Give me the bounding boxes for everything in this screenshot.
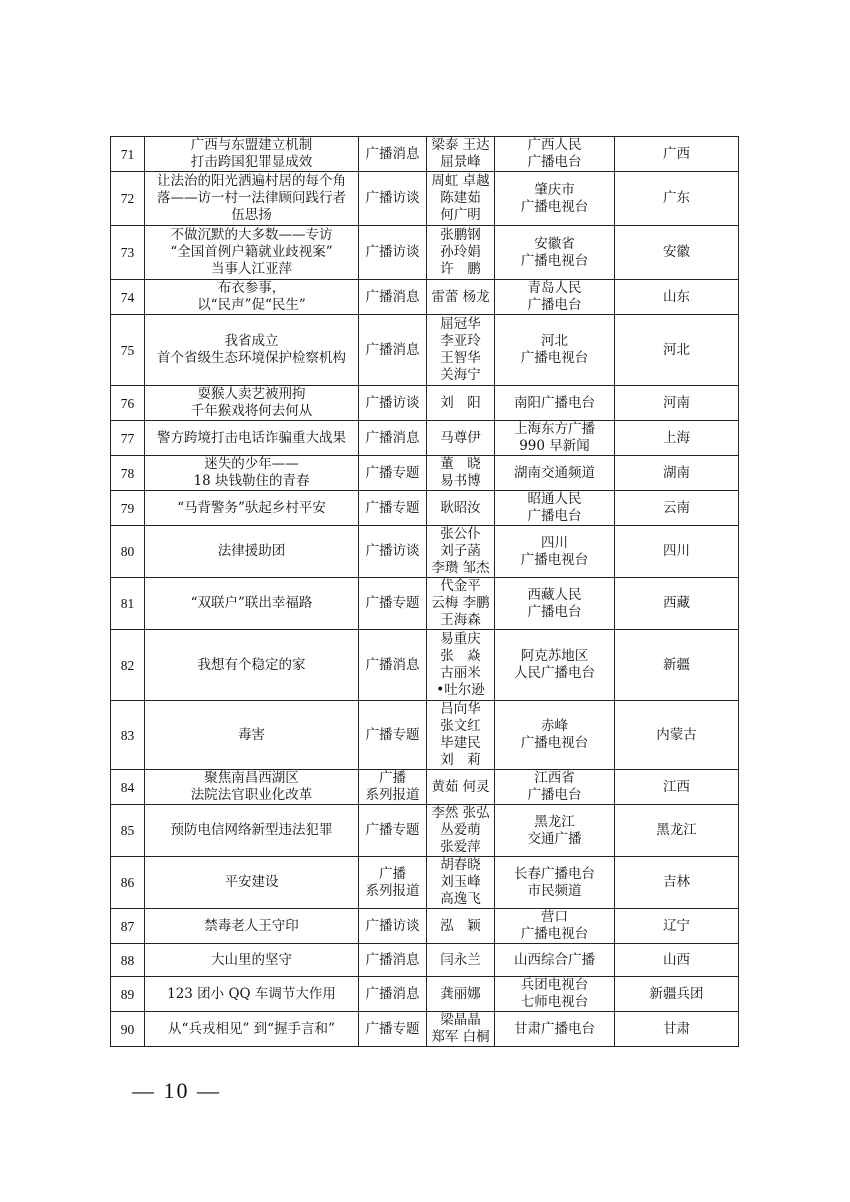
cell-authors-line: 易重庆 bbox=[440, 631, 481, 647]
cell-number: 79 bbox=[111, 491, 145, 526]
cell-unit-line: 兵团电视台 bbox=[520, 977, 589, 993]
cell-authors bbox=[427, 491, 495, 526]
cell-region: 广东 bbox=[615, 172, 739, 226]
table-row bbox=[111, 805, 739, 857]
cell-number: 84 bbox=[111, 770, 145, 805]
cell-type-line: 广播消息 bbox=[365, 985, 420, 1002]
cell-unit-line: 广播电视台 bbox=[520, 551, 589, 568]
cell-region: 新疆兵团 bbox=[615, 977, 739, 1012]
table-row bbox=[111, 421, 739, 456]
cell-unit-line: 黑龙江 bbox=[534, 813, 575, 830]
cell-unit bbox=[495, 977, 615, 1012]
cell-unit bbox=[495, 172, 615, 226]
table-row bbox=[111, 315, 739, 386]
cell-region: 黑龙江 bbox=[615, 805, 739, 857]
table-row bbox=[111, 857, 739, 909]
cell-title bbox=[145, 701, 359, 770]
cell-type-line: 广播专题 bbox=[365, 726, 420, 743]
cell-unit-line: 广播电视台 bbox=[520, 735, 589, 751]
cell-number: 88 bbox=[111, 944, 145, 977]
cell-type bbox=[359, 386, 427, 421]
cell-title-line: 布衣参事， bbox=[217, 280, 286, 296]
cell-unit bbox=[495, 226, 615, 280]
cell-title-line: “马背警务”驮起乡村平安 bbox=[177, 499, 326, 516]
cell-type bbox=[359, 977, 427, 1012]
cell-number: 87 bbox=[111, 909, 145, 944]
cell-title-line: 首个省级生态环境保护检察机构 bbox=[157, 350, 346, 366]
cell-title bbox=[145, 456, 359, 491]
cell-region: 云南 bbox=[615, 491, 739, 526]
cell-authors-line: 张文红 bbox=[440, 718, 481, 734]
cell-type-line: 系列报道 bbox=[365, 787, 420, 803]
cell-unit-line: 广播电视台 bbox=[520, 350, 589, 366]
cell-authors-line: 张公仆 bbox=[440, 526, 481, 542]
table-row bbox=[111, 491, 739, 526]
cell-region: 山东 bbox=[615, 280, 739, 315]
cell-number: 83 bbox=[111, 701, 145, 770]
cell-unit-line: 河北 bbox=[541, 333, 568, 349]
cell-authors-line: 张 焱 bbox=[440, 648, 481, 664]
cell-region: 广西 bbox=[615, 137, 739, 172]
cell-type bbox=[359, 226, 427, 280]
cell-title-line: 伍思扬 bbox=[231, 207, 272, 223]
cell-title-line: 当事人江亚萍 bbox=[211, 261, 292, 277]
cell-unit-line: 赤峰 bbox=[541, 718, 568, 734]
cell-title-line: 禁毒老人王守印 bbox=[204, 917, 299, 934]
cell-title bbox=[145, 315, 359, 386]
cell-authors-line: 毕建民 bbox=[440, 735, 481, 751]
cell-authors-line: 古丽米 bbox=[440, 665, 481, 681]
cell-title bbox=[145, 630, 359, 701]
cell-title-line: 大山里的坚守 bbox=[211, 951, 292, 968]
cell-authors bbox=[427, 944, 495, 977]
cell-type-line: 广播访谈 bbox=[365, 543, 420, 559]
cell-type-line: 广播访谈 bbox=[365, 244, 420, 260]
cell-title-line: 平安建设 bbox=[224, 874, 279, 890]
table-row bbox=[111, 944, 739, 977]
cell-authors-line: 刘 阳 bbox=[440, 394, 481, 411]
cell-authors-line: 梁泰 王达 bbox=[431, 137, 490, 153]
cell-type bbox=[359, 280, 427, 315]
cell-number: 72 bbox=[111, 172, 145, 226]
cell-title-line: 落——访一村一法律顾问践行者 bbox=[157, 190, 346, 206]
cell-type-line: 广播消息 bbox=[365, 429, 420, 446]
cell-unit bbox=[495, 386, 615, 421]
cell-number: 86 bbox=[111, 857, 145, 909]
cell-authors bbox=[427, 977, 495, 1012]
cell-authors-line: 王海森 bbox=[440, 612, 481, 628]
cell-unit bbox=[495, 137, 615, 172]
cell-title-line: 毒害 bbox=[238, 726, 265, 743]
cell-unit-line: 广西人民 bbox=[527, 137, 582, 153]
cell-title bbox=[145, 491, 359, 526]
cell-unit-line: 市民频道 bbox=[527, 882, 582, 899]
cell-unit-line: 西藏人民 bbox=[527, 586, 582, 603]
cell-unit-line: 四川 bbox=[541, 534, 568, 551]
cell-type bbox=[359, 456, 427, 491]
cell-authors-line: 关海宁 bbox=[440, 367, 481, 383]
cell-authors-line: 周虹 卓越 bbox=[431, 173, 490, 189]
cell-title-line: 警方跨境打击电话诈骗重大战果 bbox=[157, 429, 346, 446]
cell-number: 77 bbox=[111, 421, 145, 456]
cell-unit bbox=[495, 909, 615, 944]
cell-unit-line: 上海东方广播 bbox=[514, 421, 595, 437]
cell-type-line: 广播专题 bbox=[365, 595, 420, 611]
table-row bbox=[111, 1012, 739, 1047]
cell-authors bbox=[427, 805, 495, 857]
cell-authors-line: 闫永兰 bbox=[440, 951, 481, 968]
cell-number: 85 bbox=[111, 805, 145, 857]
cell-unit bbox=[495, 456, 615, 491]
cell-type-line: 广播专题 bbox=[365, 499, 420, 516]
cell-type bbox=[359, 491, 427, 526]
cell-unit bbox=[495, 315, 615, 386]
cell-unit-line: 广播电视台 bbox=[520, 926, 589, 942]
cell-authors-line: 许 鹏 bbox=[440, 261, 481, 277]
cell-authors bbox=[427, 909, 495, 944]
cell-type bbox=[359, 1012, 427, 1047]
cell-type bbox=[359, 630, 427, 701]
cell-unit-line: 交通广播 bbox=[527, 830, 582, 847]
cell-unit-line: 营口 bbox=[541, 909, 568, 925]
cell-authors-line: 吕向华 bbox=[440, 701, 481, 717]
cell-title bbox=[145, 1012, 359, 1047]
cell-number: 74 bbox=[111, 280, 145, 315]
awards-table bbox=[110, 136, 739, 1047]
cell-unit bbox=[495, 944, 615, 977]
cell-unit bbox=[495, 526, 615, 578]
cell-authors-line: 董 晓 bbox=[440, 456, 481, 472]
cell-unit-line: 甘肃广播电台 bbox=[514, 1020, 595, 1037]
cell-authors bbox=[427, 137, 495, 172]
cell-unit bbox=[495, 701, 615, 770]
cell-unit-line: 江西省 bbox=[534, 770, 575, 786]
cell-region: 江西 bbox=[615, 770, 739, 805]
table-row bbox=[111, 977, 739, 1012]
cell-type bbox=[359, 805, 427, 857]
cell-authors bbox=[427, 701, 495, 770]
cell-title-line: 18 块钱勒住的青春 bbox=[193, 473, 310, 489]
cell-authors-line: 代金平 bbox=[440, 578, 481, 594]
cell-title bbox=[145, 421, 359, 456]
cell-unit-line: 人民广播电台 bbox=[514, 665, 595, 681]
cell-authors bbox=[427, 226, 495, 280]
cell-title bbox=[145, 172, 359, 226]
cell-authors-line: 龚丽娜 bbox=[440, 985, 481, 1002]
cell-unit-line: 南阳广播电台 bbox=[514, 394, 595, 411]
table-row bbox=[111, 909, 739, 944]
cell-region: 山西 bbox=[615, 944, 739, 977]
cell-title-line: 聚焦南昌西湖区 bbox=[204, 770, 299, 786]
cell-authors-line: 屈景峰 bbox=[440, 154, 481, 170]
cell-type-line: 广播访谈 bbox=[365, 190, 420, 206]
cell-unit-line: 昭通人民 bbox=[527, 491, 582, 507]
table-row bbox=[111, 386, 739, 421]
cell-type-line: 广播消息 bbox=[365, 145, 420, 162]
cell-title bbox=[145, 977, 359, 1012]
cell-authors-line: •吐尔逊 bbox=[436, 682, 485, 698]
table-row bbox=[111, 137, 739, 172]
cell-title bbox=[145, 226, 359, 280]
table-row bbox=[111, 456, 739, 491]
cell-unit bbox=[495, 1012, 615, 1047]
cell-number: 81 bbox=[111, 578, 145, 630]
table-row bbox=[111, 172, 739, 226]
cell-authors-line: 雷蕾 杨龙 bbox=[431, 288, 490, 305]
cell-unit-line: 广播电视台 bbox=[520, 252, 589, 269]
cell-unit-line: 990 早新闻 bbox=[519, 438, 590, 454]
cell-unit bbox=[495, 805, 615, 857]
cell-unit-line: 广播电视台 bbox=[520, 198, 589, 215]
cell-title bbox=[145, 386, 359, 421]
cell-number: 73 bbox=[111, 226, 145, 280]
cell-title-line: 法院法官职业化改革 bbox=[190, 787, 313, 803]
cell-authors-line: 梁晶晶 bbox=[440, 1012, 481, 1028]
cell-authors-line: 张爱萍 bbox=[440, 839, 481, 855]
cell-title-line: 耍猴人卖艺被刑拘 bbox=[197, 386, 306, 402]
cell-title bbox=[145, 770, 359, 805]
cell-type bbox=[359, 909, 427, 944]
table-row bbox=[111, 226, 739, 280]
cell-title-line: 预防电信网络新型违法犯罪 bbox=[170, 822, 333, 838]
cell-type bbox=[359, 857, 427, 909]
cell-authors-line: 胡春晓 bbox=[440, 857, 481, 873]
cell-title-line: 我想有个稳定的家 bbox=[197, 656, 306, 673]
cell-authors bbox=[427, 526, 495, 578]
cell-number: 82 bbox=[111, 630, 145, 701]
cell-authors bbox=[427, 578, 495, 630]
cell-region: 吉林 bbox=[615, 857, 739, 909]
cell-authors bbox=[427, 315, 495, 386]
cell-type-line: 广播消息 bbox=[365, 656, 420, 673]
cell-region: 河南 bbox=[615, 386, 739, 421]
cell-type-line: 广播消息 bbox=[365, 951, 420, 968]
table-row bbox=[111, 578, 739, 630]
cell-authors-line: 丛爱萌 bbox=[440, 822, 481, 838]
cell-unit-line: 广播电台 bbox=[527, 154, 582, 170]
table-row bbox=[111, 526, 739, 578]
cell-region: 西藏 bbox=[615, 578, 739, 630]
cell-authors-line: 张鹏钢 bbox=[440, 227, 481, 243]
cell-authors-line: 何广明 bbox=[440, 207, 481, 223]
cell-unit-line: 长春广播电台 bbox=[514, 865, 595, 882]
cell-authors-line: 李瓒 邹杰 bbox=[431, 560, 490, 576]
cell-authors-line: 李然 张弘 bbox=[431, 805, 490, 821]
cell-number: 89 bbox=[111, 977, 145, 1012]
cell-title-line: “全国首例户籍就业歧视案” bbox=[170, 244, 333, 260]
cell-authors-line: 郑军 白桐 bbox=[431, 1029, 490, 1045]
cell-title-line: 以“民声”促“民生” bbox=[197, 297, 306, 313]
cell-unit-line: 广播电台 bbox=[527, 787, 582, 803]
cell-title-line: 不做沉默的大多数——专访 bbox=[170, 227, 333, 243]
cell-unit bbox=[495, 857, 615, 909]
cell-type bbox=[359, 137, 427, 172]
cell-type-line: 广播消息 bbox=[365, 288, 420, 305]
cell-unit bbox=[495, 578, 615, 630]
cell-unit-line: 青岛人民 bbox=[527, 280, 582, 296]
cell-authors-line: 王智华 bbox=[440, 350, 481, 366]
cell-unit bbox=[495, 491, 615, 526]
cell-type-line: 广播专题 bbox=[365, 822, 420, 838]
cell-authors-line: 耿昭汝 bbox=[440, 499, 481, 516]
cell-unit-line: 七师电视台 bbox=[520, 994, 589, 1010]
cell-type bbox=[359, 944, 427, 977]
cell-authors-line: 云梅 李鹏 bbox=[431, 595, 490, 611]
cell-type bbox=[359, 526, 427, 578]
cell-region: 内蒙古 bbox=[615, 701, 739, 770]
cell-authors bbox=[427, 1012, 495, 1047]
cell-authors-line: 李亚玲 bbox=[440, 333, 481, 349]
cell-type-line: 广播消息 bbox=[365, 341, 420, 358]
table-row bbox=[111, 280, 739, 315]
cell-region: 湖南 bbox=[615, 456, 739, 491]
cell-unit-line: 肇庆市 bbox=[534, 181, 575, 198]
table-row bbox=[111, 770, 739, 805]
cell-type-line: 广播访谈 bbox=[365, 394, 420, 411]
cell-number: 75 bbox=[111, 315, 145, 386]
cell-unit-line: 阿克苏地区 bbox=[520, 648, 589, 664]
table-row bbox=[111, 701, 739, 770]
cell-authors bbox=[427, 386, 495, 421]
cell-authors-line: 易书博 bbox=[440, 473, 481, 489]
cell-title-line: 让法治的阳光洒遍村居的每个角 bbox=[157, 173, 346, 189]
cell-authors-line: 泓 颖 bbox=[440, 917, 481, 934]
cell-authors bbox=[427, 630, 495, 701]
cell-authors bbox=[427, 456, 495, 491]
awards-table-body bbox=[111, 137, 739, 1047]
cell-region: 辽宁 bbox=[615, 909, 739, 944]
page-number: — 10 — bbox=[132, 1078, 221, 1103]
cell-region: 上海 bbox=[615, 421, 739, 456]
cell-authors-line: 黄茹 何灵 bbox=[431, 778, 490, 795]
cell-region: 河北 bbox=[615, 315, 739, 386]
cell-title-line: “双联户”联出幸福路 bbox=[190, 595, 313, 611]
cell-title bbox=[145, 909, 359, 944]
cell-title bbox=[145, 280, 359, 315]
cell-unit-line: 广播电台 bbox=[527, 508, 582, 524]
cell-type-line: 广播专题 bbox=[365, 464, 420, 481]
cell-title-line: 从“兵戎相见” 到“握手言和” bbox=[168, 1020, 335, 1037]
cell-unit bbox=[495, 630, 615, 701]
cell-title-line: 打击跨国犯罪显成效 bbox=[190, 154, 313, 170]
cell-number: 80 bbox=[111, 526, 145, 578]
cell-type-line: 广播 bbox=[379, 865, 406, 882]
cell-authors-line: 刘子菡 bbox=[440, 543, 481, 559]
cell-authors bbox=[427, 280, 495, 315]
cell-unit-line: 广播电台 bbox=[527, 297, 582, 313]
cell-title bbox=[145, 526, 359, 578]
cell-region: 甘肃 bbox=[615, 1012, 739, 1047]
cell-type-line: 系列报道 bbox=[365, 882, 420, 899]
cell-type-line: 广播 bbox=[379, 770, 406, 786]
cell-type bbox=[359, 172, 427, 226]
cell-authors bbox=[427, 857, 495, 909]
cell-authors-line: 马尊伊 bbox=[440, 429, 481, 446]
cell-region: 安徽 bbox=[615, 226, 739, 280]
cell-authors-line: 孙玲娟 bbox=[440, 244, 481, 260]
table-row bbox=[111, 630, 739, 701]
cell-title-line: 迷失的少年—— bbox=[204, 456, 299, 472]
cell-region: 新疆 bbox=[615, 630, 739, 701]
cell-title-line: 千年猴戏将何去何从 bbox=[190, 403, 313, 419]
cell-unit-line: 安徽省 bbox=[534, 235, 575, 252]
cell-title bbox=[145, 805, 359, 857]
cell-unit bbox=[495, 280, 615, 315]
cell-number: 76 bbox=[111, 386, 145, 421]
cell-title bbox=[145, 857, 359, 909]
cell-title bbox=[145, 944, 359, 977]
cell-authors-line: 屈冠华 bbox=[440, 316, 481, 332]
cell-number: 78 bbox=[111, 456, 145, 491]
cell-authors bbox=[427, 421, 495, 456]
cell-number: 71 bbox=[111, 137, 145, 172]
cell-authors bbox=[427, 770, 495, 805]
cell-type bbox=[359, 421, 427, 456]
cell-type bbox=[359, 578, 427, 630]
cell-region: 四川 bbox=[615, 526, 739, 578]
cell-title bbox=[145, 578, 359, 630]
cell-authors-line: 刘玉峰 bbox=[440, 874, 481, 890]
cell-type-line: 广播访谈 bbox=[365, 917, 420, 934]
cell-unit bbox=[495, 770, 615, 805]
cell-authors bbox=[427, 172, 495, 226]
cell-authors-line: 陈建茹 bbox=[440, 190, 481, 206]
cell-authors-line: 刘 莉 bbox=[440, 752, 481, 768]
cell-title-line: 我省成立 bbox=[224, 333, 279, 349]
cell-title-line: 123 团小 QQ 车调节大作用 bbox=[167, 985, 336, 1002]
cell-authors-line: 高逸飞 bbox=[440, 891, 481, 907]
cell-type bbox=[359, 701, 427, 770]
cell-title-line: 广西与东盟建立机制 bbox=[190, 137, 313, 153]
cell-type-line: 广播专题 bbox=[365, 1020, 420, 1037]
cell-type bbox=[359, 770, 427, 805]
cell-unit-line: 广播电台 bbox=[527, 603, 582, 620]
cell-unit bbox=[495, 421, 615, 456]
cell-number: 90 bbox=[111, 1012, 145, 1047]
cell-title bbox=[145, 137, 359, 172]
cell-unit-line: 山西综合广播 bbox=[514, 951, 595, 968]
cell-type bbox=[359, 315, 427, 386]
cell-unit-line: 湖南交通频道 bbox=[514, 464, 595, 481]
cell-title-line: 法律援助团 bbox=[217, 543, 286, 559]
